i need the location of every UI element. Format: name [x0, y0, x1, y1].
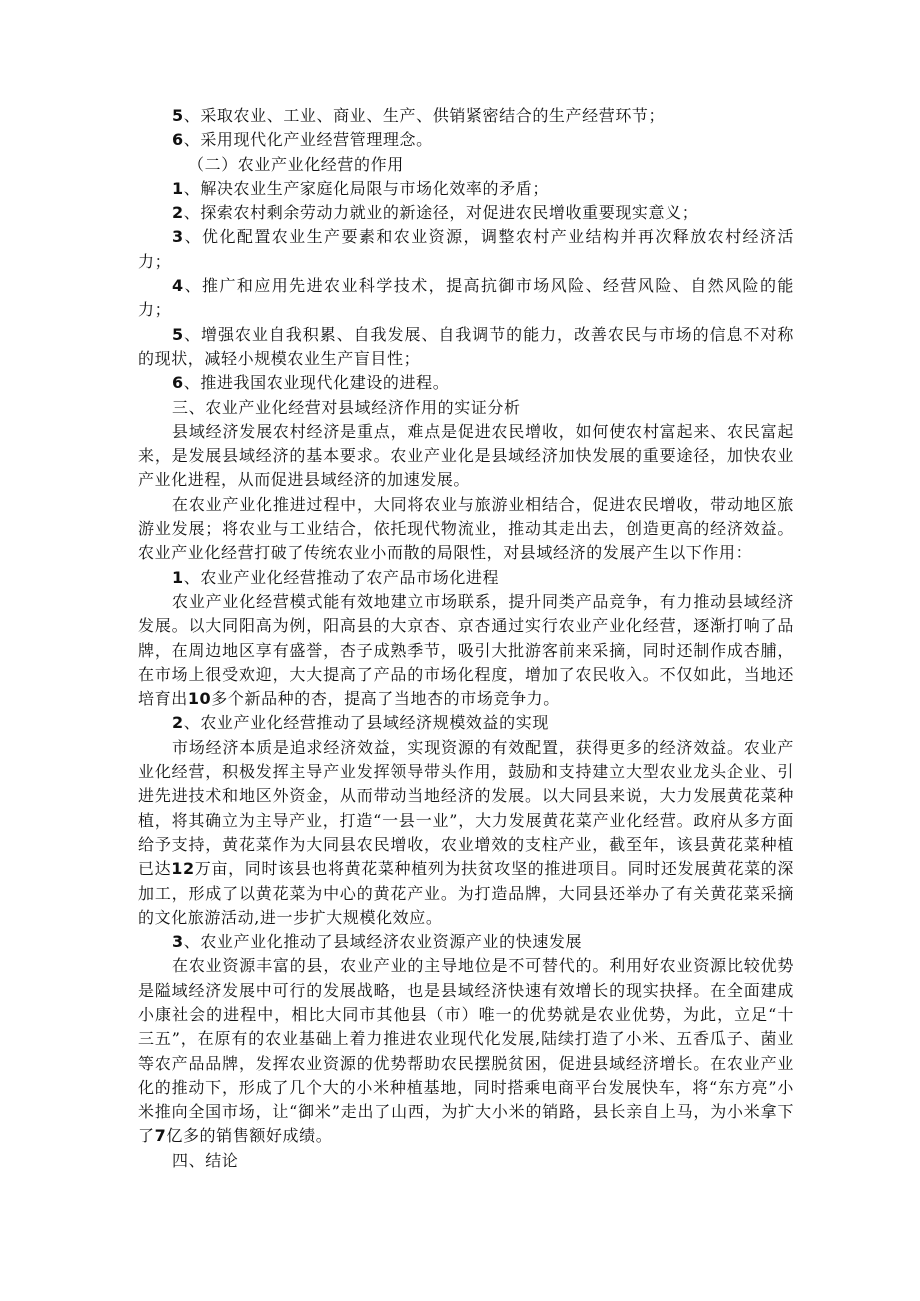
paragraph-text: 农业产业化经营模式能有效地建立市场联系，提升同类产品竞争，有力推动县域经济发展。以大同阳高为例，阳高县的大京杏、京杏通过实行农业产业化经营，逐渐打响了品牌，在周边地区享有盛誉，杏子成熟季节，吸引大批游客前来采摘，同时还制作成杏脯，在市场上很受欢迎，大大提高了产品的市场化程度，增加了农民收入。不仅如此，当地还培育出 — [138, 591, 794, 709]
paragraph-text: 市场经济本质是追求经济效益，实现资源的有效配置，获得更多的经济效益。农业产业化经营，积极发挥主导产业发挥领导带头作用，鼓励和支持建立大型农业龙头企业、引进先进技术和地区外资金，从而带动当地经济的发展。以大同县来说，大力发展黄花菜种植，将其确立为主导产业，打造“一县一业”，大力发展黄花菜产业化经营。政府从多方面给予支持，黄花菜作为大同县农民增收，农业增效的支柱产业，截至年，该县黄花菜种植已达 — [138, 737, 794, 879]
item-text: 、探索农村剩余劳动力就业的新途径，对促进农民增收重要现实意义； — [183, 203, 699, 223]
item-number: 3 — [172, 227, 184, 247]
item-number: 2 — [172, 713, 184, 733]
item-number: 4 — [172, 276, 184, 296]
list-item — [138, 201, 794, 225]
body-paragraph — [138, 954, 794, 1148]
body-paragraph — [138, 590, 794, 711]
list-item — [138, 128, 794, 152]
item-number: 5 — [172, 106, 184, 125]
section-heading: 三、农业产业化经营对县域经济作用的实证分析 — [172, 397, 521, 417]
item-text: 、农业产业化经营推动了农产品市场化进程 — [183, 567, 500, 587]
list-item — [138, 930, 794, 954]
item-text: 、采用现代化产业经营管理理念。 — [183, 130, 433, 150]
item-text: 、推进我国农业现代化建设的进程。 — [183, 373, 450, 393]
document-page — [138, 104, 794, 1173]
item-number: 3 — [172, 932, 184, 952]
item-text: 、优化配置农业生产要素和农业资源，调整农村产业结构并再次释放农村经济活力； — [138, 227, 794, 271]
item-number: 6 — [172, 130, 184, 150]
item-number: 6 — [172, 373, 184, 393]
item-number: 1 — [172, 178, 184, 198]
item-text: 、农业产业化经营推动了县域经济规模效益的实现 — [183, 713, 549, 733]
body-paragraph — [138, 736, 794, 930]
item-text: 、增强农业自我积累、自我发展、自我调节的能力，改善农民与市场的信息不对称的现状，减轻小规模农业生产盲目性； — [138, 324, 794, 368]
subsection-heading: （二）农业产业化经营的作用 — [188, 154, 404, 174]
item-text: 、推广和应用先进农业科学技术，提高抗御市场风险、经营风险、自然风险的能力； — [138, 276, 794, 320]
section-heading: 四、结论 — [172, 1150, 239, 1170]
item-text: 、采取农业、工业、商业、生产、供销紧密结合的生产经营环节； — [183, 106, 666, 125]
list-item — [138, 274, 794, 323]
list-item — [138, 177, 794, 201]
list-item — [138, 711, 794, 735]
list-item — [138, 104, 794, 128]
list-item — [138, 371, 794, 395]
item-text: 、解决农业生产家庭化局限与市场化效率的矛盾； — [183, 178, 549, 198]
inline-number: 7 — [154, 1126, 167, 1146]
list-item — [138, 566, 794, 590]
inline-number: 10 — [187, 689, 212, 709]
item-number: 1 — [172, 567, 184, 587]
item-number: 5 — [172, 324, 184, 344]
paragraph-text: 在农业资源丰富的县，农业产业的主导地位是不可替代的。利用好农业资源比较优势是隘域经济发展中可行的发展战略，也是县域经济快速有效增长的现实抉择。在全面建成小康社会的进程中，相比大同市其他县（市）唯一的优势就是农业优势，为此，立足“十三五”，在原有的农业基础上着力推进农业现代化发展,陆续打造了小米、五香瓜子、菌业等农产品品牌，发挥农业资源的优势帮助农民摆脱贫困，促进县域经济增长。在农业产业化的推动下，形成了几个大的小米种植基地，同时搭乘电商平台发展快车，将“东方亮”小米推向全国市场，让“御米”走出了山西，为扩大小米的销路，县长亲自上马，为小米拿下了 — [138, 956, 794, 1146]
list-item — [138, 225, 794, 274]
body-paragraph: 县域经济发展农村经济是重点，难点是促进农民增收，如何使农村富起来、农民富起来，是发展县域经济的基本要求。农业产业化是县域经济加快发展的重要途径，加快农业产业化进程，从而促进县域经济的加速发展。 — [138, 421, 794, 490]
inline-number: 12 — [171, 859, 195, 879]
list-item — [138, 323, 794, 372]
paragraph-text: 亿多的销售额好成绩。 — [166, 1126, 333, 1146]
item-text: 、农业产业化推动了县域经济农业资源产业的快速发展 — [183, 932, 583, 952]
body-paragraph: 在农业产业化推进过程中，大同将农业与旅游业相结合，促进农民增收，带动地区旅游业发展；将农业与工业结合，依托现代物流业，推动其走出去，创造更高的经济效益。农业产业化经营打破了传统农业小而散的局限性，对县域经济的发展产生以下作用： — [138, 494, 794, 563]
paragraph-text: 多个新品种的杏，提高了当地杏的市场竞争力。 — [211, 689, 560, 709]
paragraph-text: 万亩，同时该县也将黄花菜种植列为扶贫攻坚的推进项目。同时还发展黄花菜的深加工，形成了以黄花菜为中心的黄花产业。为打造品牌，大同县还举办了有关黄花菜采摘的文化旅游活动,进一步扩大规模化效应。 — [138, 859, 794, 927]
item-number: 2 — [172, 203, 184, 223]
